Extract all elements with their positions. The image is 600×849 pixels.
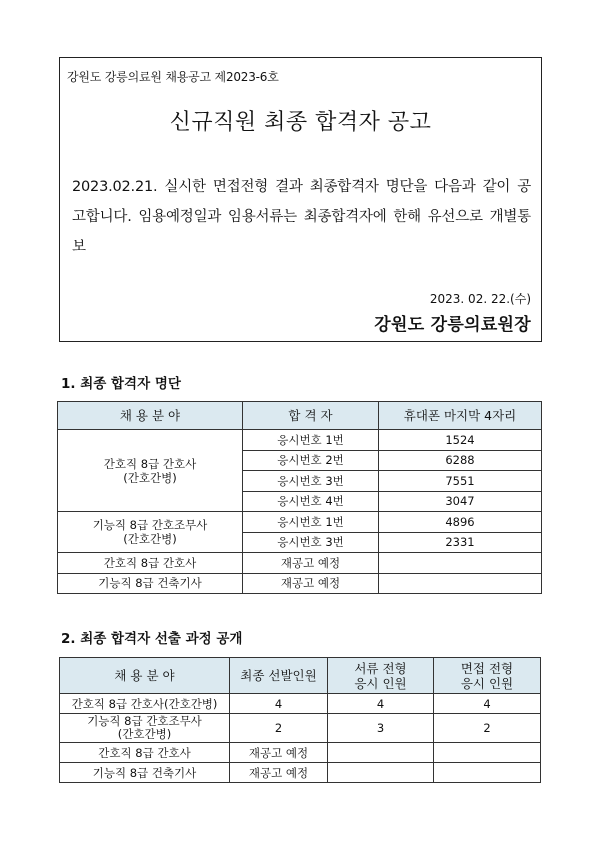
field-name: 간호직 8급 간호사 (103, 456, 197, 471)
header-field: 채 용 분 야 (60, 658, 230, 694)
phone-cell (379, 573, 542, 594)
phone-cell: 4896 (379, 512, 542, 533)
section2-title: 2. 최종 합격자 선출 과정 공개 (61, 631, 243, 647)
interview-cell (434, 743, 541, 763)
candidate-cell: 응시번호 1번 (243, 430, 379, 451)
header-line: 응시 인원 (460, 675, 514, 691)
header-candidate: 합 격 자 (243, 402, 379, 430)
candidate-cell: 응시번호 3번 (243, 532, 379, 553)
candidate-cell: 응시번호 2번 (243, 450, 379, 471)
selected-cell: 2 (230, 714, 328, 743)
field-cell: 기능직 8급 건축기사 (60, 763, 230, 783)
notice-box (59, 57, 542, 342)
field-cell (58, 512, 243, 553)
interview-cell (434, 763, 541, 783)
table-row (58, 573, 542, 594)
table-row (58, 553, 542, 574)
header-line: 응시 인원 (354, 675, 407, 691)
field-cell: 기능직 8급 건축기사 (58, 573, 243, 594)
field-subname: (간호간병) (117, 727, 172, 741)
header-phone-last4: 휴대폰 마지막 4자리 (379, 402, 542, 430)
candidate-cell: 응시번호 1번 (243, 512, 379, 533)
selection-process-table (59, 657, 541, 783)
interview-cell: 4 (434, 694, 541, 714)
selected-cell: 4 (230, 694, 328, 714)
notice-title: 신규직원 최종 합격자 공고 (169, 110, 432, 135)
phone-cell: 1524 (379, 430, 542, 451)
section1-title: 1. 최종 합격자 명단 (61, 376, 181, 392)
header-interview-applicants (434, 658, 541, 694)
header-document-applicants (328, 658, 434, 694)
table-row (60, 694, 541, 714)
document-cell (328, 763, 434, 783)
document-cell: 3 (328, 714, 434, 743)
status-cell: 재공고 예정 (243, 553, 379, 574)
document-cell: 4 (328, 694, 434, 714)
field-cell (60, 714, 230, 743)
header-selected: 최종 선발인원 (230, 658, 328, 694)
table-row (60, 743, 541, 763)
field-subname: (간호간병) (123, 470, 177, 485)
phone-cell: 7551 (379, 471, 542, 492)
phone-cell: 6288 (379, 450, 542, 471)
field-cell: 간호직 8급 간호사(간호간병) (60, 694, 230, 714)
table-row (58, 430, 542, 451)
field-subname: (간호간병) (123, 532, 177, 546)
final-candidates-table (57, 401, 542, 594)
phone-cell (379, 553, 542, 574)
notice-body: 2023.02.21. 실시한 면접전형 결과 최종합격자 명단을 다음과 같이 공고합니다. 임용예정일과 임용서류는 최종합격자에 한해 유선으로 개별통보 (72, 179, 531, 255)
header-field: 채 용 분 야 (58, 402, 243, 430)
table-header-row (60, 658, 541, 694)
header-line: 서류 전형 (354, 660, 407, 676)
field-cell (58, 430, 243, 512)
notice-reference: 강원도 강릉의료원 채용공고 제2023-6호 (67, 70, 279, 84)
status-cell: 재공고 예정 (243, 573, 379, 594)
document-cell (328, 743, 434, 763)
table-row (60, 714, 541, 743)
table-row (60, 763, 541, 783)
selected-cell: 재공고 예정 (230, 763, 328, 783)
field-cell: 간호직 8급 간호사 (58, 553, 243, 574)
selected-cell: 재공고 예정 (230, 743, 328, 763)
table-header-row (58, 402, 542, 430)
field-name: 기능직 8급 간호조무사 (87, 714, 202, 728)
table-row (58, 512, 542, 533)
field-name: 기능직 8급 간호조무사 (92, 518, 208, 532)
issuing-organization: 강원도 강릉의료원장 (374, 315, 531, 335)
candidate-cell: 응시번호 3번 (243, 471, 379, 492)
phone-cell: 2331 (379, 532, 542, 553)
phone-cell: 3047 (379, 491, 542, 512)
interview-cell: 2 (434, 714, 541, 743)
field-cell: 간호직 8급 간호사 (60, 743, 230, 763)
candidate-cell: 응시번호 4번 (243, 491, 379, 512)
header-line: 면접 전형 (460, 660, 514, 676)
notice-date: 2023. 02. 22.(수) (429, 292, 531, 306)
